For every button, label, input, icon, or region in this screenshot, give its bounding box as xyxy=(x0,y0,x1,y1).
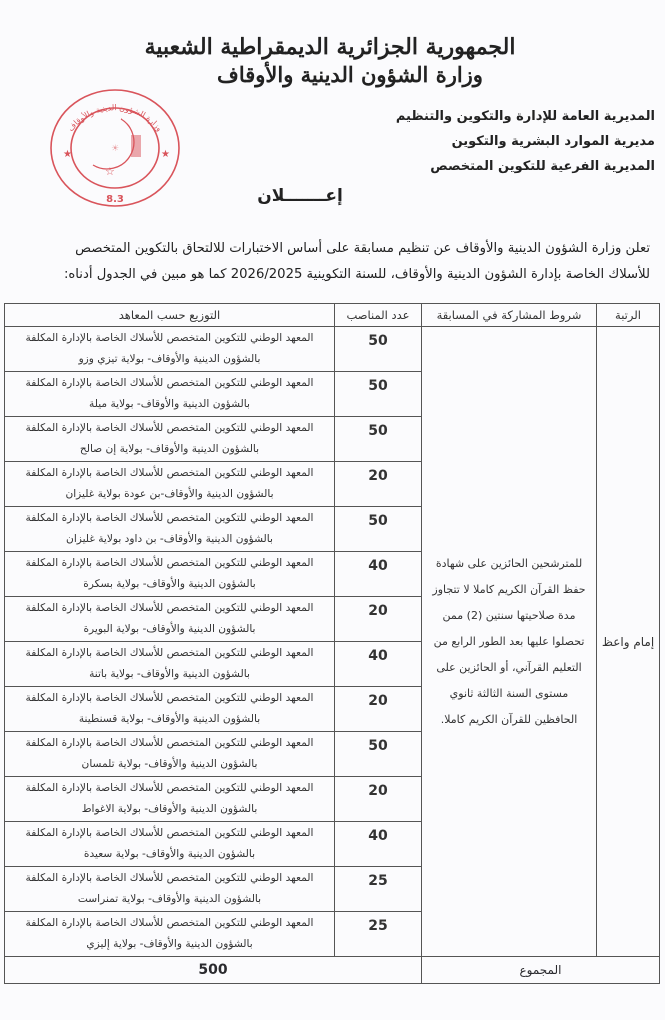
institute-cell: المعهد الوطني للتكوين المتخصص للأسلاك الخاصة بالإدارة المكلفة بالشؤون الدينية والأوقاف- بولاية البويرة xyxy=(5,597,335,642)
institute-cell: المعهد الوطني للتكوين المتخصص للأسلاك الخاصة بالإدارة المكلفة بالشؤون الدينية والأوقاف- بولاية سعيدة xyxy=(5,822,335,867)
institute-cell: المعهد الوطني للتكوين المتخصص للأسلاك الخاصة بالإدارة المكلفة بالشؤون الدينية والأوقاف- بولاية باتنة xyxy=(5,642,335,687)
header-rank: الرتبة xyxy=(597,304,660,327)
rank-cell: إمام واعظ xyxy=(597,327,660,957)
institute-cell: المعهد الوطني للتكوين المتخصص للأسلاك الخاصة بالإدارة المكلفة بالشؤون الدينية والأوقاف- بولاية إن صالح xyxy=(5,417,335,462)
directorate-general: المديرية العامة للإدارة والتكوين والتنظيم xyxy=(395,109,655,124)
positions-count-cell: 50 xyxy=(335,732,422,777)
institute-cell: المعهد الوطني للتكوين المتخصص للأسلاك الخاصة بالإدارة المكلفة بالشؤون الدينية والأوقاف- بن داود بولاية غليزان xyxy=(5,507,335,552)
header-conditions: شروط المشاركة في المسابقة xyxy=(422,304,597,327)
positions-count-cell: 20 xyxy=(335,597,422,642)
svg-text:★: ★ xyxy=(161,149,170,160)
positions-count-cell: 20 xyxy=(335,462,422,507)
positions-count-cell: 50 xyxy=(335,507,422,552)
institute-cell: المعهد الوطني للتكوين المتخصص للأسلاك الخاصة بالإدارة المكلفة بالشؤون الدينية والأوقاف- بولاية الاغواط xyxy=(5,777,335,822)
positions-count-cell: 40 xyxy=(335,552,422,597)
positions-count-cell: 20 xyxy=(335,687,422,732)
official-stamp xyxy=(45,85,185,215)
positions-count-cell: 20 xyxy=(335,777,422,822)
institute-cell: المعهد الوطني للتكوين المتخصص للأسلاك الخاصة بالإدارة المكلفة بالشؤون الدينية والأوقاف- بولاية تلمسان xyxy=(5,732,335,777)
header-distribution: التوزيع حسب المعاهد xyxy=(5,304,335,327)
announcement-title: إعـــــــلان xyxy=(257,186,343,206)
positions-count-cell: 50 xyxy=(335,372,422,417)
positions-count-cell: 25 xyxy=(335,912,422,957)
institute-cell: المعهد الوطني للتكوين المتخصص للأسلاك الخاصة بالإدارة المكلفة بالشؤون الدينية والأوقاف-بن عودة بولاية غليزان xyxy=(5,462,335,507)
positions-count-cell: 50 xyxy=(335,327,422,372)
positions-count-cell: 25 xyxy=(335,867,422,912)
total-label: المجموع xyxy=(422,957,660,984)
intro-line-1: تعلن وزارة الشؤون الدينية والأوقاف عن تنظيم مسابقة على أساس الاختبارات للالتحاق بالتكوين المتخصص xyxy=(75,241,650,256)
header-count: عدد المناصب xyxy=(335,304,422,327)
table-header-row xyxy=(5,304,660,327)
stamp-text: وزارة الشؤون الدينية والأوقاف xyxy=(66,103,165,134)
institute-cell: المعهد الوطني للتكوين المتخصص للأسلاك الخاصة بالإدارة المكلفة بالشؤون الدينية والأوقاف- بولاية قسنطينة xyxy=(5,687,335,732)
svg-text:★: ★ xyxy=(63,149,72,160)
institute-cell: المعهد الوطني للتكوين المتخصص للأسلاك الخاصة بالإدارة المكلفة بالشؤون الدينية والأوقاف- بولاية تيزي وزو xyxy=(5,327,335,372)
svg-text:☀: ☀ xyxy=(110,144,120,154)
institute-cell: المعهد الوطني للتكوين المتخصص للأسلاك الخاصة بالإدارة المكلفة بالشؤون الدينية والأوقاف- بولاية بسكرة xyxy=(5,552,335,597)
table-row xyxy=(5,327,660,372)
directorate-hr: مديرية الموارد البشرية والتكوين xyxy=(451,134,655,149)
positions-count-cell: 40 xyxy=(335,642,422,687)
positions-table xyxy=(4,303,660,984)
svg-text:وزارة الشؤون الدينية والأوقاف xyxy=(66,103,164,133)
subdirectorate-training: المديرية الفرعية للتكوين المتخصص xyxy=(430,159,655,174)
institute-cell: المعهد الوطني للتكوين المتخصص للأسلاك الخاصة بالإدارة المكلفة بالشؤون الدينية والأوقاف- بولاية إليزي xyxy=(5,912,335,957)
conditions-cell: للمترشحين الحائزين على شهادة حفظ القرآن الكريم كاملا لا تتجاوز مدة صلاحيتها سنتين (2) ممن تحصلوا عليها بعد الطور الرابع من التعليم القرآني، أو الحائزين على مستوى السنة الثالثة ثانوي الحافظين للقرآن الكريم كاملا. xyxy=(422,327,597,957)
stamp-number: 8.3 xyxy=(106,194,124,205)
institute-cell: المعهد الوطني للتكوين المتخصص للأسلاك الخاصة بالإدارة المكلفة بالشؤون الدينية والأوقاف- بولاية ميلة xyxy=(5,372,335,417)
directorates-block xyxy=(395,104,655,179)
ministry-title: وزارة الشؤون الدينية والأوقاف xyxy=(217,62,483,87)
positions-count-cell: 50 xyxy=(335,417,422,462)
svg-text:☆: ☆ xyxy=(105,165,115,178)
table-total-row xyxy=(5,957,660,984)
total-value: 500 xyxy=(5,957,422,984)
intro-line-2: للأسلاك الخاصة بإدارة الشؤون الدينية والأوقاف، للسنة التكوينية 2026/2025 كما هو مبين في الجدول أدناه: xyxy=(63,267,650,282)
positions-count-cell: 40 xyxy=(335,822,422,867)
institute-cell: المعهد الوطني للتكوين المتخصص للأسلاك الخاصة بالإدارة المكلفة بالشؤون الدينية والأوقاف- بولاية تمنراست xyxy=(5,867,335,912)
announcement-intro xyxy=(20,236,650,288)
republic-title: الجمهورية الجزائرية الديمقراطية الشعبية xyxy=(144,34,516,60)
